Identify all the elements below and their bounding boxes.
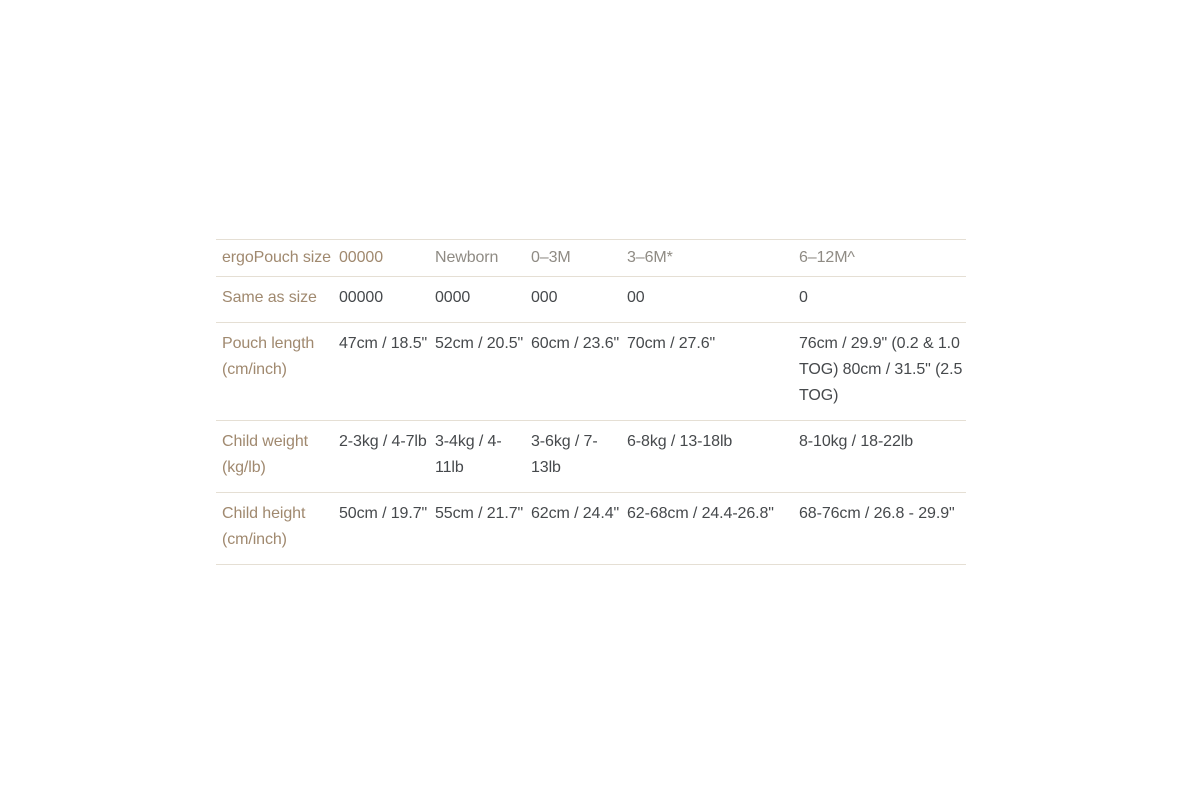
table-cell: 60cm / 23.6" (531, 335, 620, 352)
row-label-same-as-size: Same as size (222, 289, 317, 306)
table-row-child-height (216, 493, 966, 565)
table-row-same-as-size (216, 277, 966, 323)
table-cell: 8-10kg / 18-22lb (799, 433, 914, 450)
table-row-pouch-length (216, 323, 966, 421)
table-cell: 00000 (339, 289, 383, 306)
header-row (216, 240, 966, 277)
column-header-size-0-3m: 0–3M (531, 249, 571, 266)
table-cell: 000 (531, 289, 558, 306)
column-header-ergopouch-size: ergoPouch size (222, 249, 331, 266)
table-cell: 0000 (435, 289, 471, 306)
size-chart-table (216, 239, 966, 565)
table-row-child-weight (216, 421, 966, 493)
table-cell: 50cm / 19.7" (339, 505, 428, 522)
table-cell: 62-68cm / 24.4-26.8" (627, 505, 774, 522)
table-cell: 70cm / 27.6" (627, 335, 716, 352)
column-header-size-newborn: Newborn (435, 249, 499, 266)
table-cell: 00 (627, 289, 645, 306)
table-cell: 47cm / 18.5" (339, 335, 428, 352)
row-label-child-height: Child height (cm/inch) (222, 505, 306, 548)
row-label-child-weight: Child weight (kg/lb) (222, 433, 308, 476)
table-cell: 3-4kg / 4-11lb (435, 433, 502, 476)
row-label-pouch-length: Pouch length (cm/inch) (222, 335, 315, 378)
table-cell: 2-3kg / 4-7lb (339, 433, 427, 450)
table-cell: 55cm / 21.7" (435, 505, 524, 522)
column-header-size-6-12m: 6–12M^ (799, 249, 855, 266)
column-header-size-3-6m: 3–6M* (627, 249, 673, 266)
table-cell: 62cm / 24.4" (531, 505, 620, 522)
table-cell: 0 (799, 289, 808, 306)
column-header-size-00000: 00000 (339, 249, 383, 266)
table-cell: 52cm / 20.5" (435, 335, 524, 352)
table-cell: 6-8kg / 13-18lb (627, 433, 733, 450)
table-cell: 76cm / 29.9" (0.2 & 1.0 TOG) 80cm / 31.5" (2.5 TOG) (799, 335, 963, 404)
table-cell: 3-6kg / 7-13lb (531, 433, 598, 476)
table-cell: 68-76cm / 26.8 - 29.9" (799, 505, 955, 522)
